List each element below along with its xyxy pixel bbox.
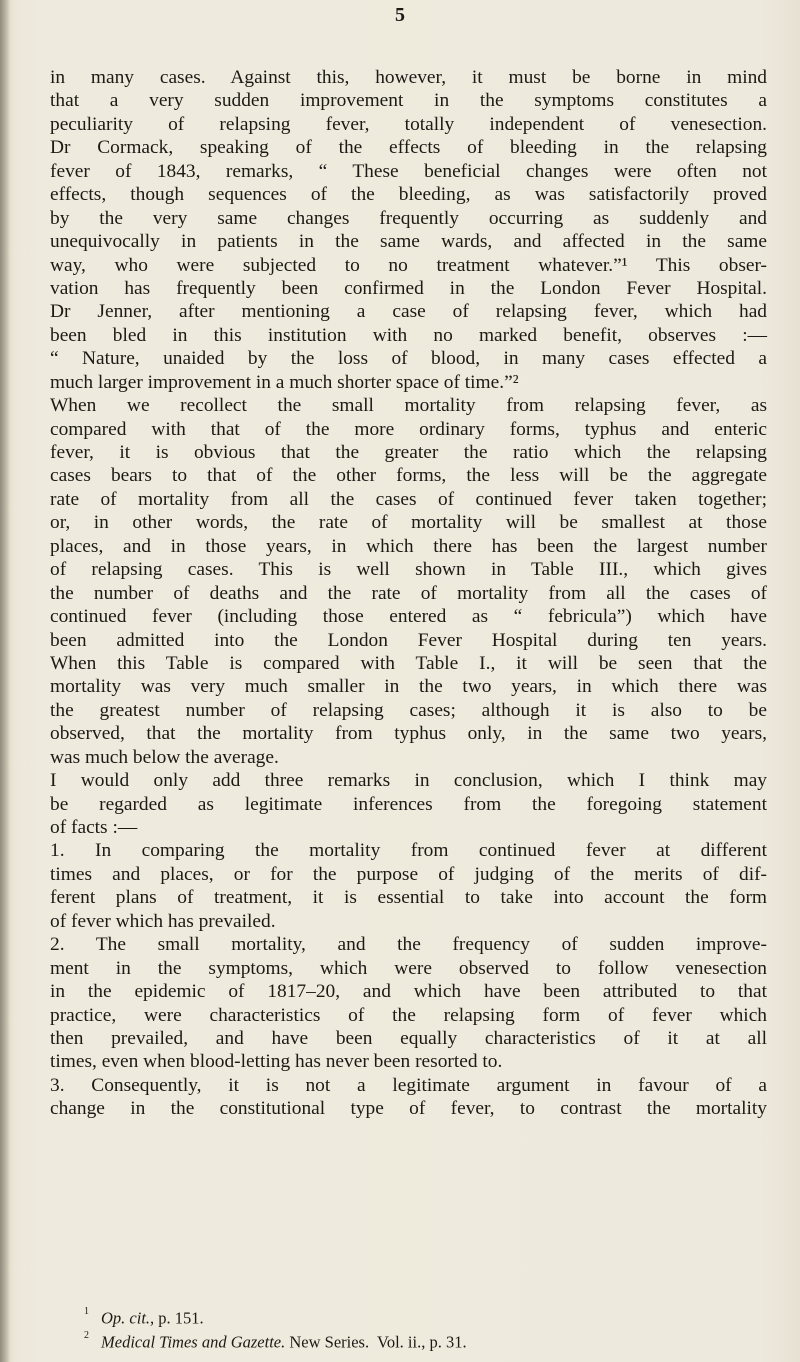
footnote: [50, 1305, 767, 1329]
text-line: continued fever (including those entered as “ febricula”) which have: [50, 606, 767, 628]
text-line: vation has frequently been confirmed in the London Fever Hospital.: [50, 277, 767, 299]
text-line: When we recollect the small mortality from relapsing fever, as: [50, 395, 767, 417]
text-line: by the very same changes frequently occurring as suddenly and: [50, 207, 767, 229]
text-line: “ Nature, unaided by the loss of blood, in many cases effected a: [50, 348, 767, 370]
text-line: the number of deaths and the rate of mortality from all the cases of: [50, 582, 767, 604]
text-line: When this Table is compared with Table I., it will be seen that the: [50, 652, 767, 674]
text-line: way, who were subjected to no treatment whatever.”¹ This obser-: [50, 254, 767, 276]
binding-gutter-shadow: [0, 0, 10, 1362]
text-line: observed, that the mortality from typhus only, in the same two years,: [50, 723, 767, 745]
page-number: 5: [395, 4, 405, 26]
footnote-reference: p. 151.: [154, 1308, 204, 1328]
text-line: change in the constitutional type of fever, to contrast the mortality: [50, 1098, 767, 1120]
text-line: been admitted into the London Fever Hospital during ten years.: [50, 629, 767, 651]
text-line: much larger improvement in a much shorter space of time.”²: [50, 371, 519, 393]
text-line: then prevailed, and have been equally characteristics of it at all: [50, 1027, 767, 1049]
text-line: practice, were characteristics of the relapsing form of fever which: [50, 1004, 767, 1026]
text-line: that a very sudden improvement in the symptoms constitutes a: [50, 90, 767, 112]
footnote-source-title: Op. cit.,: [101, 1308, 155, 1328]
text-line: I would only add three remarks in conclusion, which I think may: [50, 770, 767, 792]
text-line: places, and in those years, in which there has been the largest number: [50, 535, 767, 557]
text-line: effects, though sequences of the bleeding, as was satisfactorily proved: [50, 184, 767, 206]
footnote-source-title: Medical Times and Gazette.: [101, 1332, 286, 1351]
footnote-mark: 2: [84, 1329, 89, 1341]
text-line: in the epidemic of 1817–20, and which have been attributed to that: [50, 981, 767, 1003]
text-line: times, even when blood-letting has never been resorted to.: [50, 1051, 503, 1073]
footnote: [50, 1329, 767, 1353]
text-line: fever, it is obvious that the greater the ratio which the relapsing: [50, 442, 767, 463]
text-line: 2. The small mortality, and the frequency of sudden improve-: [50, 934, 767, 956]
text-line: ferent plans of treatment, it is essential to take into account the form: [50, 887, 767, 909]
text-line: of fever which has prevailed.: [50, 910, 276, 932]
text-line: the greatest number of relapsing cases; although it is also to be: [50, 699, 767, 721]
text-line: been bled in this institution with no marked benefit, observes :—: [50, 324, 767, 346]
text-line: or, in other words, the rate of mortality will be smallest at those: [50, 512, 767, 534]
footnote-reference: New Series. Vol. ii., p. 31.: [285, 1332, 467, 1351]
text-line: 1. In comparing the mortality from continued fever at different: [50, 840, 767, 862]
text-line: compared with that of the more ordinary forms, typhus and enteric: [50, 418, 767, 440]
text-line: Dr Jenner, after mentioning a case of relapsing fever, which had: [50, 301, 767, 323]
text-line: times and places, or for the purpose of judging of the merits of dif-: [50, 863, 767, 885]
text-line: mortality was very much smaller in the two years, in which there was: [50, 676, 767, 698]
text-line: in many cases. Against this, however, it must be borne in mind: [50, 67, 767, 88]
text-line: was much below the average.: [50, 746, 279, 768]
text-line: Dr Cormack, speaking of the effects of bleeding in the relapsing: [50, 137, 767, 159]
text-line: of relapsing cases. This is well shown in Table III., which gives: [50, 559, 767, 581]
text-line: unequivocally in patients in the same wards, and affected in the same: [50, 231, 767, 253]
text-line: 3. Consequently, it is not a legitimate argument in favour of a: [50, 1074, 767, 1096]
text-line: be regarded as legitimate inferences from the foregoing statement: [50, 793, 767, 815]
text-line: ment in the symptoms, which were observed to follow venesection: [50, 957, 767, 979]
footnote-mark: 1: [84, 1306, 89, 1317]
text-line: rate of mortality from all the cases of continued fever taken together;: [50, 488, 767, 510]
text-line: cases bears to that of the other forms, the less will be the aggregate: [50, 465, 767, 487]
body-text: [50, 66, 767, 1121]
footnotes: [50, 1305, 767, 1352]
text-line: peculiarity of relapsing fever, totally independent of venesection.: [50, 113, 767, 135]
text-line: of facts :—: [50, 817, 138, 838]
text-line: fever of 1843, remarks, “ These beneficial changes were often not: [50, 160, 767, 182]
